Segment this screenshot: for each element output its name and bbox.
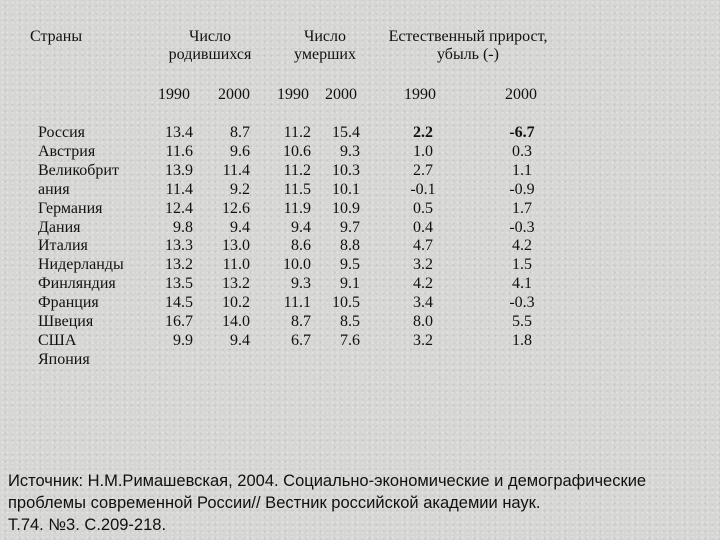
births-2000-cell: 11.4 [222,161,250,179]
year-deaths-2000: 2000 [325,86,357,103]
deaths-2000-cell: 10.1 [332,180,360,198]
country-name: Япония [38,350,90,368]
natural-1990-cell: 3.4 [413,294,433,312]
natural-1990-cell: 2.7 [413,161,433,179]
natural-2000-cell: -0.3 [509,294,535,312]
deaths-2000-cell: 8.8 [340,237,360,255]
source-line-1: Источник: Н.М.Римашевская, 2004. Социально-экономические и демографические [8,472,647,490]
year-natural-2000: 2000 [505,86,537,103]
deaths-1990-cell: 8.7 [291,313,311,331]
deaths-2000-cell: 10.3 [332,161,360,179]
natural-1990-cell: 3.2 [413,331,433,349]
deaths-2000-cell: 15.4 [332,124,360,141]
country-name: Австрия [38,142,96,160]
natural-2000-cell: 1.1 [512,161,532,179]
births-1990-cell: 11.4 [165,180,193,198]
source-line-2: проблемы современной России// Вестник российской академии наук. [8,494,541,512]
header-births-line2: родившихся [168,46,252,63]
header-deaths-line1: Число [303,28,347,45]
births-2000-column [210,124,250,351]
births-1990-cell: 13.9 [165,161,193,179]
deaths-2000-column [318,124,360,351]
deaths-1990-cell: 10.6 [283,142,311,160]
deaths-2000-cell: 10.5 [332,294,360,312]
natural-2000-cell: 5.5 [512,313,532,331]
natural-2000-cell: 1.5 [512,256,532,274]
births-1990-cell: 13.3 [165,237,193,255]
header-births-line1: Число [188,28,232,45]
births-2000-cell: 12.6 [222,199,250,217]
header-births [145,28,275,64]
country-name: Финляндия [38,275,116,293]
natural-2000-cell: 1.8 [512,331,532,349]
deaths-1990-column [268,124,311,351]
births-1990-cell: 13.4 [165,124,193,141]
source-citation [8,470,714,536]
natural-2000-cell: 4.1 [512,275,532,293]
births-2000-cell: 8.7 [230,124,250,141]
country-name: Россия [38,124,86,141]
deaths-1990-cell: 11.2 [283,161,311,179]
country-name: Италия [38,237,88,255]
births-1990-cell: 9.8 [173,218,193,236]
deaths-2000-cell: 9.5 [340,256,360,274]
births-1990-cell: 14.5 [165,294,193,312]
deaths-1990-cell: 11.1 [283,294,311,312]
natural-1990-cell: 2.2 [413,124,433,141]
header-natural-line1: Естественный прирост, [388,28,548,45]
source-line-3: Т.74. №3. С.209-218. [8,516,167,534]
births-1990-cell: 16.7 [165,313,193,331]
births-2000-cell: 9.4 [230,218,250,236]
deaths-2000-cell: 9.1 [340,275,360,293]
natural-1990-cell: 1.0 [413,142,433,160]
births-2000-cell: 9.6 [230,142,250,160]
deaths-2000-cell: 9.7 [340,218,360,236]
births-1990-cell: 9.9 [173,331,193,349]
natural-1990-cell: 4.7 [413,237,433,255]
births-2000-cell: 13.0 [222,237,250,255]
deaths-1990-cell: 11.5 [283,180,311,198]
natural-2000-cell: 4.2 [512,237,532,255]
year-births-2000: 2000 [218,86,250,103]
country-name: Швеция [38,313,94,331]
births-1990-column [150,124,193,351]
natural-1990-column [398,124,448,351]
deaths-1990-cell: 9.3 [291,275,311,293]
deaths-2000-cell: 7.6 [340,331,360,349]
natural-2000-cell: -0.9 [509,180,535,198]
births-2000-cell: 13.2 [222,275,250,293]
natural-1990-cell: -0.1 [410,180,436,198]
header-deaths [265,28,385,64]
countries-column [38,124,158,370]
deaths-2000-cell: 9.3 [340,142,360,160]
header-countries: Страны [30,28,83,45]
natural-1990-cell: 0.5 [413,199,433,217]
deaths-2000-cell: 10.9 [332,199,360,217]
header-natural-line2: убыль (-) [437,46,499,63]
natural-2000-cell: -6.7 [509,124,535,141]
natural-1990-cell: 0.4 [413,218,433,236]
country-name: Дания [38,218,81,236]
country-name: США [38,331,77,349]
country-name: Великобрит [38,161,119,179]
births-1990-cell: 11.6 [165,142,193,160]
header-natural-growth [368,28,568,64]
births-2000-cell: 9.2 [230,180,250,198]
natural-1990-cell: 3.2 [413,256,433,274]
country-name: ания [38,180,70,198]
births-2000-cell: 14.0 [222,313,250,331]
deaths-1990-cell: 10.0 [283,256,311,274]
births-2000-cell: 9.4 [230,331,250,349]
natural-1990-cell: 8.0 [413,313,433,331]
births-1990-cell: 13.5 [165,275,193,293]
births-1990-cell: 13.2 [165,256,193,274]
deaths-1990-cell: 6.7 [291,331,311,349]
deaths-1990-cell: 11.9 [283,199,311,217]
country-name: Франция [38,294,99,312]
natural-2000-cell: -0.3 [509,218,535,236]
country-name: Германия [38,199,103,217]
header-deaths-line2: умерших [294,46,356,63]
births-2000-cell: 10.2 [222,294,250,312]
natural-1990-cell: 4.2 [413,275,433,293]
births-2000-cell: 11.0 [222,256,250,274]
deaths-1990-cell: 11.2 [283,124,311,141]
deaths-2000-cell: 8.5 [340,313,360,331]
deaths-1990-cell: 9.4 [291,218,311,236]
year-natural-1990: 1990 [404,86,436,103]
births-1990-cell: 12.4 [165,199,193,217]
country-name: Нидерланды [38,256,124,274]
year-deaths-1990: 1990 [277,86,309,103]
natural-2000-cell: 0.3 [512,142,532,160]
natural-2000-column [496,124,548,351]
natural-2000-cell: 1.7 [512,199,532,217]
deaths-1990-cell: 8.6 [291,237,311,255]
year-births-1990: 1990 [158,86,190,103]
